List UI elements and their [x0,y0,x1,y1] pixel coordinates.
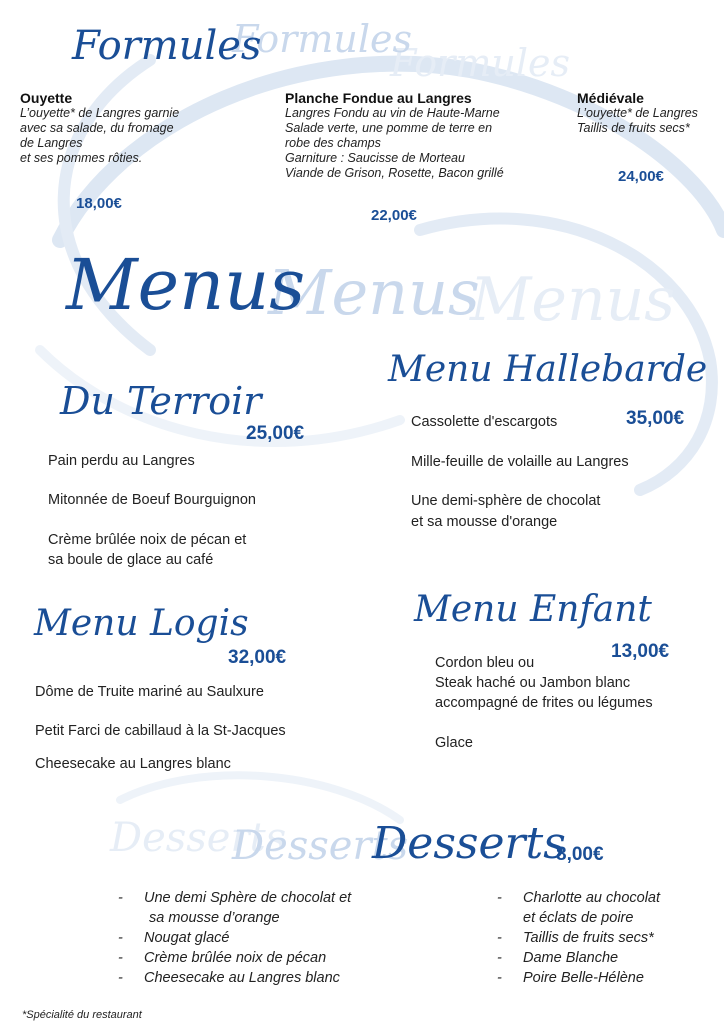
enfant-item: Glace [435,735,473,751]
formule-line: Salade verte, une pomme de terre en [285,121,493,135]
dessert-item: sa mousse d’orange [149,910,280,926]
formules-title-ghost-1: Formules [232,17,412,61]
dessert-item: - Nougat glacé [118,930,230,946]
desserts-list-left [118,888,418,988]
footnote: *Spécialité du restaurant [22,1009,142,1021]
formules-title-ghost-2: Formules [390,41,570,85]
formule-line: Langres Fondu au vin de Haute-Marne [285,106,500,120]
desserts-title-ghost-2: Desserts [110,815,287,861]
enfant-title: Menu Enfant [414,589,652,630]
logis-title: Menu Logis [34,603,249,644]
formule-line: et ses pommes rôties. [20,151,143,165]
menus-title-ghost-1: Menus [268,256,480,329]
hallebarde-item: et sa mousse d'orange [411,514,558,530]
dessert-item: - Crème brûlée noix de pécan [118,950,327,966]
hallebarde-item: Une demi-sphère de chocolat [411,493,601,509]
enfant-item: Steak haché ou Jambon blanc [435,675,631,691]
menus-title-ghost-2: Menus [470,265,676,335]
logis-item: Dôme de Truite mariné au Saulxure [35,684,264,700]
dessert-item: - Charlotte au chocolat [497,890,661,906]
hallebarde-item: Mille-feuille de volaille au Langres [411,454,629,470]
formule-line: L’ouyette* de Langres [577,106,698,120]
formule-line: de Langres [20,136,83,150]
desserts-title-ghost-1: Desserts [232,823,409,869]
dessert-item: - Taillis de fruits secs* [497,930,654,946]
terroir-item: Mitonnée de Boeuf Bourguignon [48,492,256,508]
dessert-item: - Cheesecake au Langres blanc [118,970,340,986]
formule-name: Planche Fondue au Langres [285,90,472,106]
terroir-title: Du Terroir [60,379,262,423]
terroir-price: 25,00€ [246,423,305,444]
enfant-item: accompagné de frites ou légumes [435,695,653,711]
terroir-item: sa boule de glace au café [48,552,214,568]
formule-medievale-price: 24,00€ [618,168,664,185]
dessert-item: et éclats de poire [523,910,634,926]
logis-price: 32,00€ [228,647,287,668]
formule-ouyette-price: 18,00€ [76,195,122,212]
formule-ouyette [20,90,260,166]
formule-line: robe des champs [285,136,381,150]
formule-name: Ouyette [20,90,73,106]
hallebarde-title: Menu Hallebarde [388,349,708,390]
formules-title: Formules [72,23,262,69]
formule-line: Garniture : Saucisse de Morteau [285,151,465,165]
formule-medievale [577,90,722,136]
enfant-price: 13,00€ [611,641,670,662]
desserts-price: 8,00€ [556,844,604,865]
formule-line: Taillis de fruits secs* [577,121,690,135]
formule-name: Médiévale [577,90,644,106]
terroir-item: Crème brûlée noix de pécan et [48,532,247,548]
formule-line: L’ouyette* de Langres garnie [20,106,180,120]
terroir-item: Pain perdu au Langres [48,453,195,469]
menus-title: Menus [66,244,306,326]
formule-line: avec sa salade, du fromage [20,121,174,135]
logis-item: Petit Farci de cabillaud à la St-Jacques [35,723,286,739]
dessert-item: - Poire Belle-Hélène [497,970,644,986]
formule-planche-price: 22,00€ [371,207,417,224]
formule-line: Viande de Grison, Rosette, Bacon grillé [285,166,504,180]
enfant-item: Cordon bleu ou [435,655,535,671]
formule-planche-fondue [285,90,555,181]
dessert-item: - Une demi Sphère de chocolat et [118,890,352,906]
hallebarde-price: 35,00€ [626,408,685,429]
logis-item: Cheesecake au Langres blanc [35,756,231,772]
dessert-item: - Dame Blanche [497,950,619,966]
desserts-list-right [497,888,717,988]
hallebarde-item: Cassolette d'escargots [411,414,558,430]
desserts-title: Desserts [372,818,566,869]
